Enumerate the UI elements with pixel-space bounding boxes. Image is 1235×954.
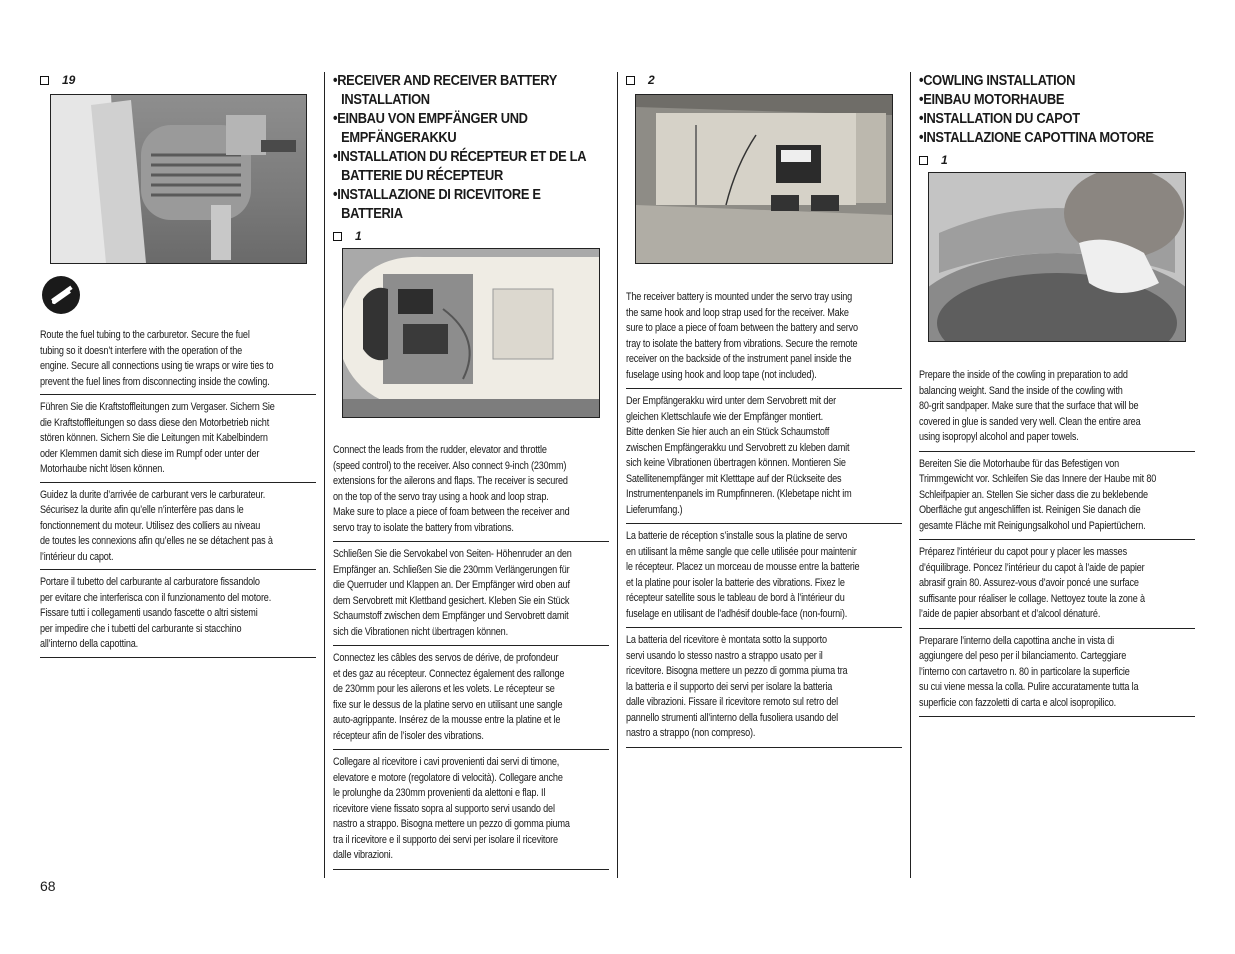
heading-line: •INSTALLAZIONE DI RICEVITORE E — [333, 187, 541, 203]
battery-photo — [635, 94, 893, 264]
paragraph-fr: Préparez l’intérieur du capot pour y placer les masses d’équilibrage. Poncez l’intérieur du capot à l’aide de papier abrasif grain 80. Assurez-vous d’avoir poncé une surface suffisante pour réaliser le collage. Nettoyez toute la zone à l’aide de papier absorbant et d’alcool dénaturé. — [919, 546, 1145, 620]
column-1 — [40, 70, 316, 658]
heading-line: INSTALLATION — [341, 92, 430, 108]
checkbox-icon[interactable] — [919, 156, 928, 165]
separator — [40, 569, 316, 570]
separator — [626, 627, 902, 628]
battery-illustration — [636, 95, 892, 263]
warning-icon — [42, 276, 80, 314]
engine-photo — [50, 94, 307, 264]
step-number: 1 — [941, 153, 948, 167]
separator — [333, 541, 609, 542]
cowling-illustration — [929, 173, 1185, 341]
paragraph-it: Portare il tubetto del carburante al carburatore fissandolo per evitare che interferisca con il funzionamento del motore. Fissare tutti i collegamenti usando fascette o altri sistemi per impedire che i tubetti del carburante si stacchino all’interno della capottina. — [40, 576, 272, 650]
paragraph-fr: Connectez les câbles des servos de dérive, de profondeur et des gaz au récepteur. Connectez également des rallonge de 230mm pour les ailerons et les volets. Le récepteur se fixe sur le dessus de la platine servo en utilisant une sangle auto-agrippante. Insérez de la mousse entre la platine et le récepteur afin de l’isoler des vibrations. — [333, 652, 565, 742]
paragraph-fr: Guidez la durite d’arrivée de carburant vers le carburateur. Sécurisez la durite afin qu’elle n’interfère pas dans le fonctionnement du moteur. Utilisez des colliers au niveau de toutes les connexions afin qu’elles ne se détachent pas à l’intérieur du capot. — [40, 488, 273, 563]
section-heading — [919, 72, 1167, 148]
paragraph-en: The receiver battery is mounted under the servo tray using the same hook and loop strap used for the receiver. Make sure to place a piece of foam between the battery and servo tray to isolate the battery from vibrations. Secure the remote receiver on the backside of the instrument panel inside the fuselage using hook and loop tape (not included). — [626, 291, 858, 381]
checkbox-icon[interactable] — [626, 76, 635, 85]
heading-line: •RECEIVER AND RECEIVER BATTERY — [333, 73, 558, 89]
column-divider-1 — [324, 72, 325, 878]
heading-line: BATTERIA — [341, 206, 403, 222]
paragraph-en: Prepare the inside of the cowling in preparation to add balancing weight. Sand the inside of the cowling with 80-grit sandpaper. Make sure that the surface that will be covered in glue is sanded very well. Clean the entire area using isopropyl alcohol and paper towels. — [919, 369, 1141, 443]
column-divider-2 — [617, 72, 618, 878]
cowling-photo — [928, 172, 1186, 342]
separator — [40, 394, 316, 395]
column-2 — [333, 70, 609, 870]
engine-illustration — [51, 95, 306, 263]
step-number: 19 — [62, 73, 76, 87]
paragraph-it: La batteria del ricevitore è montata sotto la supporto servi usando lo stesso nastro a strappo usato per il ricevitore. Bisogna mettere un pezzo di gomma piuma tra la batteria e il supporto dei servi per isolare la batteria dalle vibrazioni. Fissare il ricevitore remoto sul retro del pannello strumenti all’interno della fusoliera usando del nastro a strappo (non compreso). — [626, 634, 848, 739]
paragraph-de: Bereiten Sie die Motorhaube für das Befestigen von Trimmgewicht vor. Schleifen Sie das Innere der Haube mit 80 Schleifpapier an. Stellen Sie sicher dass die zu beklebende Oberfläche gut angeschliffen ist. Reinigen Sie danach die gesamte Fläche mit Reinigungsalkohol und Papiertüchern. — [919, 457, 1157, 532]
step-indicator — [40, 72, 316, 88]
separator — [919, 451, 1195, 452]
separator — [333, 749, 609, 750]
checkbox-icon[interactable] — [40, 76, 49, 85]
heading-line: •COWLING INSTALLATION — [919, 73, 1076, 89]
step-number: 2 — [648, 73, 655, 87]
paragraph-de: Der Empfängerakku wird unter dem Servobrett mit der gleichen Klettschlaufe wie der Empfänger montiert. Bitte denken Sie hier auch an ein Stück Schaumstoff zwischen Empfängerakku und Servobrett zu kleben damit sich keine Vibrationen übertragen können. Montieren Sie Satellitenempfänger mit Kletttape auf der Rückseite des Instrumentenpanels im Rumpfinneren. (Klebetape nicht im Lieferumfang.) — [626, 395, 852, 516]
step-indicator — [919, 152, 1195, 168]
separator — [40, 657, 316, 658]
paragraph-de: Schließen Sie die Servokabel von Seiten- Höhenruder an den Empfänger an. Schließen Sie die 230mm Verlängerungen für die Querruder und Klappen an. Der Empfänger wird oben auf dem Servobrett mit Klettband gesichert. Kleben Sie ein Stück Schaumstoff zwischen dem Empfänger und Servobrett damit sich die Vibrationen nicht übertragen können. — [333, 548, 572, 638]
paragraph-de: Führen Sie die Kraftstoffleitungen zum Vergaser. Sichern Sie die Kraftstoffleitungen so dass diese den Motorbetrieb nicht stören können. Sichern Sie die Leitungen mit Kabelbindern oder Klemmen damit sich diese im Rumpf oder unter der Motorhaube nicht lösen können. — [40, 401, 275, 475]
paragraph-it: Collegare al ricevitore i cavi provenienti dai servi di timone, elevatore e motore (regolatore di velocità). Collegare anche le prolunghe da 230mm provenienti da alettoni e flap. Il ricevitore viene fissato sopra al supporto servi usando del nastro a strappo. Bisogna mettere un pezzo di gomma piuma tra il ricevitore e il supporto dei servi per isolare il ricevitore dalle vibrazioni. — [333, 756, 570, 861]
separator — [919, 716, 1195, 717]
paragraph-en: Connect the leads from the rudder, elevator and throttle (speed control) to the receiver. Also connect 9-inch (230mm) extensions for the ailerons and flaps. The receiver is secured on the top of the servo tray using a hook and loop strap. Make sure to place a piece of foam between the receiver and servo tray to isolate the battery from vibrations. — [333, 444, 570, 534]
column-divider-3 — [910, 72, 911, 878]
step-number: 1 — [355, 229, 362, 243]
separator — [626, 747, 902, 748]
separator — [626, 388, 902, 389]
checkbox-icon[interactable] — [333, 232, 342, 241]
separator — [333, 869, 609, 870]
separator — [40, 482, 316, 483]
receiver-photo — [342, 248, 600, 418]
step-indicator — [333, 228, 609, 244]
separator — [333, 645, 609, 646]
paragraph-en: Route the fuel tubing to the carburetor. Secure the fuel tubing so it doesn’t interfere with the operation of the engine. Secure all connections using tie wraps or wire ties to prevent the fuel lines from disconnecting inside the cowling. — [40, 329, 274, 388]
separator — [919, 628, 1195, 629]
page-number: 68 — [40, 878, 56, 894]
paragraph-it: Preparare l’interno della capottina anche in vista di aggiungere del peso per il bilanciamento. Carteggiare l’interno con cartavetro n. 80 in particolare la superficie su cui viene messa la colla. Pulire accuratamente tutta la superficie con fazzoletti di carta e alcol isopropilico. — [919, 634, 1139, 709]
paragraph-fr: La batterie de réception s’installe sous la platine de servo en utilisant la même sangle que celle utilisée pour maintenir le récepteur. Placez un morceau de mousse entre la batterie et la platine pour isoler la batterie des vibrations. Fixez le récepteur satellite sous le tableau de bord à l’intérieur du fuselage en utilisant de l’adhésif double-face (non-fourni). — [626, 530, 860, 620]
step-indicator — [626, 72, 902, 88]
receiver-illustration — [343, 249, 599, 417]
heading-line: •INSTALLATION DU RÉCEPTEUR ET DE LA — [333, 149, 587, 165]
separator — [919, 539, 1195, 540]
heading-line: •INSTALLATION DU CAPOT — [919, 111, 1080, 127]
heading-line: BATTERIE DU RÉCEPTEUR — [341, 168, 503, 184]
column-3 — [626, 70, 902, 748]
heading-line: •EINBAU MOTORHAUBE — [919, 92, 1065, 108]
heading-line: •EINBAU VON EMPFÄNGER UND — [333, 111, 528, 127]
separator — [626, 523, 902, 524]
heading-line: EMPFÄNGERAKKU — [341, 130, 457, 146]
section-heading — [333, 72, 587, 224]
column-4 — [919, 70, 1195, 717]
heading-line: •INSTALLAZIONE CAPOTTINA MOTORE — [919, 130, 1154, 146]
